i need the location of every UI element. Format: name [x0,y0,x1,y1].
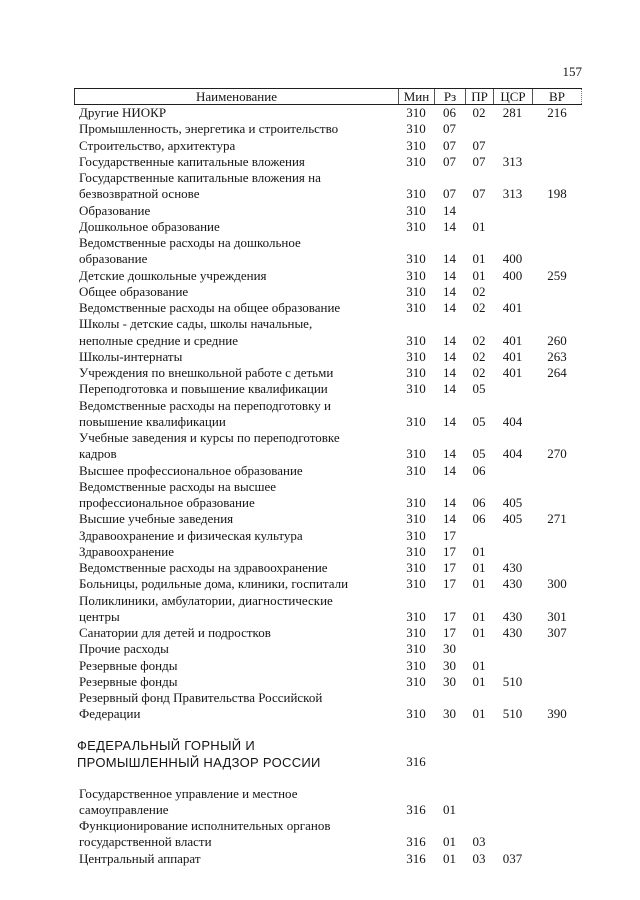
row-name: Учебные заведения и курсы по переподготовке кадров [79,430,340,462]
table-row [74,593,582,626]
csr-code: 401 [502,300,523,315]
csr-code: 430 [502,608,523,624]
csr-code: 430 [502,625,523,640]
pr-code: 01 [472,576,486,592]
rz-code: 14 [443,365,456,380]
pr-code: 01 [472,657,486,673]
pr-code: 07 [472,137,486,153]
rz-code: 07 [443,121,456,137]
row-name: Поликлиники, амбулатории, диагностические центры [79,592,333,624]
table-row [74,154,582,170]
row-name: Резервный фонд Правительства Российской Федерации [79,690,323,722]
rz-code: 17 [443,560,456,575]
row-name: Высшие учебные заведения [79,511,234,527]
table-row [74,105,582,121]
pr-code: 03 [472,834,486,850]
row-name: Государственное управление и местное самоуправление [79,785,298,817]
vr-code: 263 [547,348,567,364]
row-name: Строительство, архитектура [79,137,236,153]
rz-code: 14 [443,495,456,510]
min-code: 316 [406,801,426,817]
row-name: Дошкольное образование [79,218,220,234]
pr-code: 07 [472,153,486,169]
pr-code: 01 [472,625,486,640]
vr-code: 390 [547,706,567,722]
min-code: 310 [406,625,426,640]
table-row [74,576,582,592]
row-name: Резервные фонды [79,657,178,673]
min-code: 310 [406,462,426,478]
min-code: 310 [406,105,426,120]
min-code: 310 [406,251,426,267]
table-row [74,818,582,851]
table-row [74,658,582,674]
pr-code: 06 [472,495,486,510]
row-name: Государственные капитальные вложения [79,153,305,169]
row-name: Другие НИОКР [79,105,167,120]
rz-code: 14 [443,251,456,267]
pr-code: 01 [472,267,486,283]
row-name: Переподготовка и повышение квалификации [79,381,328,397]
row-name: Функционирование исполнительных органов государственной власти [79,818,331,850]
table-row [74,300,582,316]
row-name: Ведомственные расходы на общее образование [79,300,341,315]
vr-code: 264 [547,365,567,380]
min-code: 310 [406,121,426,137]
min-code: 310 [406,218,426,234]
row-name: Больницы, родильные дома, клиники, госпитали [79,576,349,592]
page-number: 157 [562,64,582,79]
pr-code: 07 [472,186,486,202]
table-row [74,268,582,284]
min-code: 310 [406,641,426,657]
row-name: Государственные капитальные вложения на безвозвратной основе [79,170,321,202]
pr-code: 02 [472,105,486,120]
section-heading-row [74,737,582,771]
table-row [74,235,582,268]
rz-code: 14 [443,413,456,429]
pr-code: 03 [472,850,486,866]
csr-code: 404 [502,446,523,462]
table-row [74,511,582,527]
min-code: 310 [406,332,426,348]
rz-code: 01 [443,801,456,817]
min-code: 310 [406,706,426,722]
table-row [74,851,582,867]
pr-code: 01 [472,560,486,575]
min-code: 310 [406,657,426,673]
header-name: Наименование [74,89,398,104]
csr-code: 510 [502,673,523,689]
min-code: 310 [406,348,426,364]
min-code: 310 [406,608,426,624]
table-row [74,641,582,657]
row-name: Центральный аппарат [79,850,201,866]
csr-code: 400 [502,267,523,283]
min-code: 310 [406,267,426,283]
section-heading: ФЕДЕРАЛЬНЫЙ ГОРНЫЙ И ПРОМЫШЛЕННЫЙ НАДЗОР РОССИИ [77,737,321,770]
row-name: Ведомственные расходы на переподготовку и повышение квалификации [79,397,331,429]
row-name: Здравоохранение и физическая культура [79,527,303,543]
csr-code: 405 [502,511,523,527]
rz-code: 06 [443,105,456,120]
rz-code: 14 [443,267,456,283]
pr-code: 01 [472,218,486,234]
pr-code: 06 [472,511,486,527]
min-code: 310 [406,560,426,575]
pr-code: 06 [472,462,486,478]
rz-code: 14 [443,218,456,234]
min-code: 310 [406,300,426,315]
pr-code: 05 [472,381,486,397]
pr-code: 01 [472,543,486,559]
table-row [74,349,582,365]
rz-code: 17 [443,527,456,543]
rz-code: 30 [443,657,456,673]
row-name: Ведомственные расходы на высшее профессиональное образование [79,478,277,510]
vr-code: 198 [547,186,567,202]
rz-code: 30 [443,641,456,657]
rz-code: 17 [443,576,456,592]
pr-code: 02 [472,348,486,364]
vr-code: 301 [547,608,567,624]
header-csr: ЦСР [493,89,532,104]
vr-code: 259 [547,267,567,283]
min-code: 310 [406,446,426,462]
rz-code: 17 [443,625,456,640]
vr-code: 300 [547,576,567,592]
pr-code: 01 [472,706,486,722]
table-row [74,625,582,641]
rz-code: 14 [443,511,456,527]
csr-code: 313 [502,153,523,169]
pr-code: 01 [472,608,486,624]
vr-code: 270 [547,446,567,462]
rz-code: 14 [443,446,456,462]
table-body [74,105,582,723]
header-rz: Рз [434,89,465,104]
csr-code: 400 [502,251,523,267]
rz-code: 14 [443,202,456,218]
row-name: Учреждения по внешкольной работе с детьми [79,365,334,380]
table-row [74,203,582,219]
table-row [74,560,582,576]
rz-code: 14 [443,381,456,397]
rz-code: 14 [443,462,456,478]
table-row [74,121,582,137]
rz-code: 01 [443,834,456,850]
rz-code: 14 [443,332,456,348]
rz-code: 14 [443,283,456,299]
vr-code: 260 [547,332,567,348]
pr-code: 01 [472,251,486,267]
rz-code: 01 [443,850,456,866]
pr-code: 02 [472,300,486,315]
row-name: Ведомственные расходы на здравоохранение [79,560,328,575]
table-row [74,284,582,300]
table-row [74,381,582,397]
table-row [74,544,582,560]
table-row [74,219,582,235]
pr-code: 05 [472,413,486,429]
csr-code: 430 [502,560,523,575]
min-code: 310 [406,543,426,559]
pr-code: 01 [472,673,486,689]
table-row [74,316,582,349]
csr-code: 510 [502,706,523,722]
pr-code: 02 [472,365,486,380]
header-vr: ВР [532,89,582,104]
table-row [74,398,582,431]
min-code: 316 [406,834,426,850]
min-code: 310 [406,413,426,429]
min-code: 310 [406,137,426,153]
table-row [74,463,582,479]
table-row [74,690,582,723]
rz-code: 14 [443,300,456,315]
table-row [74,528,582,544]
table-row [74,365,582,381]
pr-code: 05 [472,446,486,462]
csr-code: 281 [502,105,523,120]
min-code: 310 [406,495,426,510]
budget-table [74,88,582,867]
vr-code: 216 [547,105,567,120]
csr-code: 404 [502,413,523,429]
min-code: 316 [406,754,426,770]
vr-code: 271 [547,511,567,527]
min-code: 310 [406,283,426,299]
rz-code: 07 [443,153,456,169]
pr-code: 02 [472,283,486,299]
vr-code: 307 [547,625,567,640]
min-code: 310 [406,576,426,592]
rz-code: 14 [443,348,456,364]
table-row [74,674,582,690]
rz-code: 30 [443,706,456,722]
rz-code: 17 [443,608,456,624]
csr-code: 401 [502,348,523,364]
csr-code: 405 [502,495,523,510]
row-name: Ведомственные расходы на дошкольное образование [79,235,301,267]
table-row [74,479,582,512]
row-name: Школы - детские сады, школы начальные, неполные средние и средние [79,316,313,348]
min-code: 310 [406,365,426,380]
min-code: 310 [406,202,426,218]
row-name: Прочие расходы [79,641,169,657]
section-body [74,786,582,867]
table-row [74,170,582,203]
pr-code: 02 [472,332,486,348]
row-name: Общее образование [79,283,189,299]
min-code: 310 [406,527,426,543]
row-name: Здравоохранение [79,543,174,559]
header-min: Мин [398,89,434,104]
csr-code: 401 [502,332,523,348]
csr-code: 430 [502,576,523,592]
table-row [74,138,582,154]
row-name: Детские дошкольные учреждения [79,267,267,283]
rz-code: 17 [443,543,456,559]
row-name: Высшее профессиональное образование [79,462,303,478]
min-code: 310 [406,186,426,202]
rz-code: 07 [443,186,456,202]
row-name: Промышленность, энергетика и строительство [79,121,339,137]
min-code: 310 [406,153,426,169]
csr-code: 401 [502,365,523,380]
min-code: 316 [406,850,426,866]
min-code: 310 [406,673,426,689]
min-code: 310 [406,381,426,397]
table-row [74,786,582,819]
csr-code: 313 [502,186,523,202]
row-name: Санатории для детей и подростков [79,625,271,640]
min-code: 310 [406,511,426,527]
rz-code: 30 [443,673,456,689]
csr-code: 037 [502,850,523,866]
table-header [74,88,582,105]
header-pr: ПР [465,89,493,104]
rz-code: 07 [443,137,456,153]
table-row [74,430,582,463]
row-name: Резервные фонды [79,673,178,689]
row-name: Школы-интернаты [79,348,183,364]
row-name: Образование [79,202,151,218]
